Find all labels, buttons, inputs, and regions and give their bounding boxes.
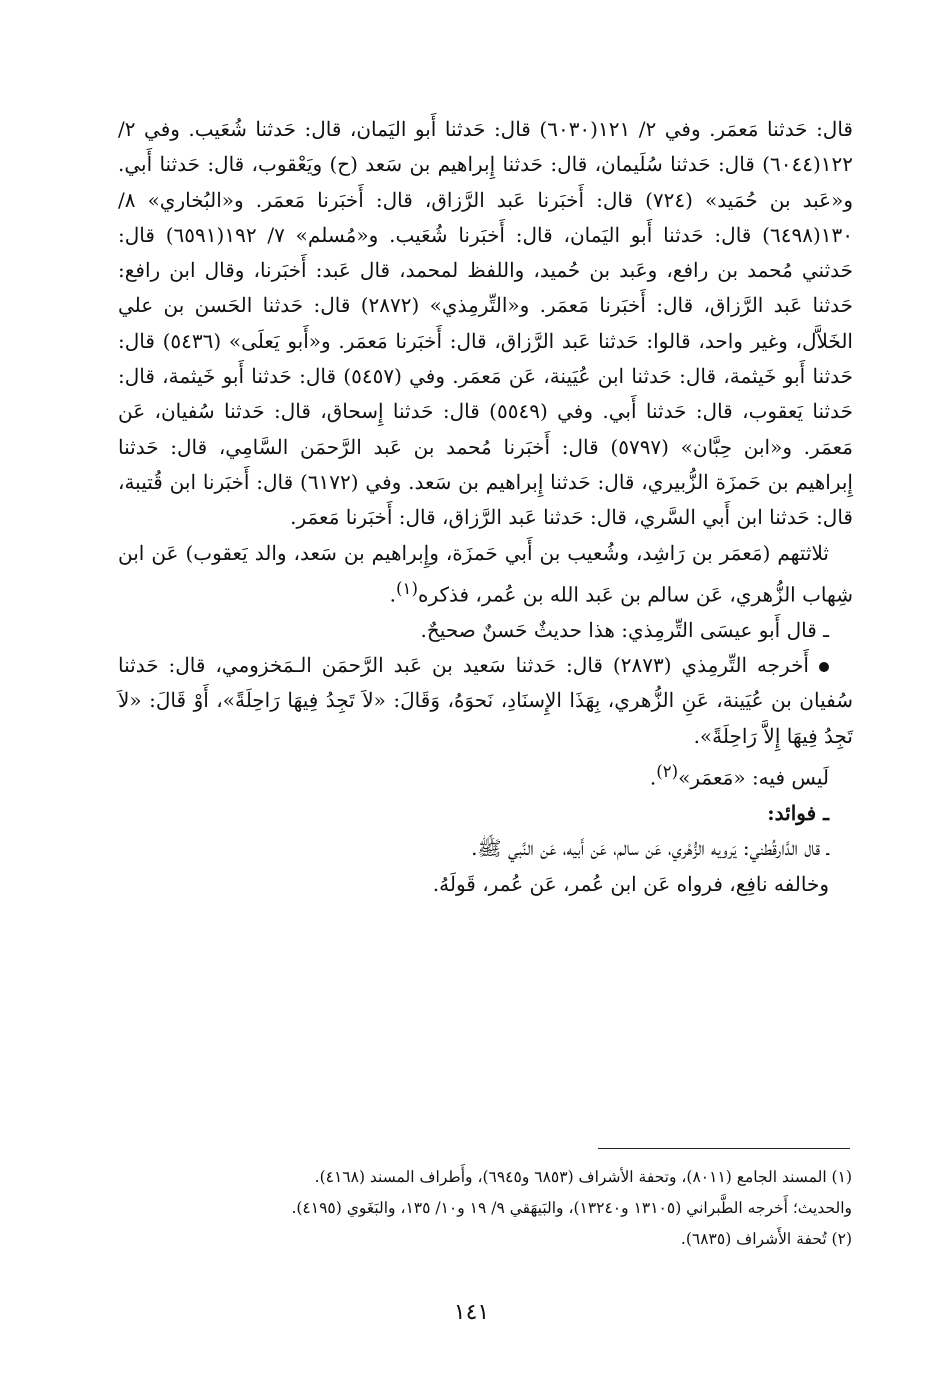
footnote-ref-1: (١) [396, 578, 418, 598]
summary-end: . [389, 582, 397, 607]
section-heading-benefits: ـ فوائد: [767, 800, 829, 825]
summary-text: ثلاثتهم (مَعمَر بن رَاشِد، وشُعيب بن أَبي حَمزَة، وإِبراهيم بن سَعد، والد يَعقوب) عَن ابن شِهاب الزُّهري، عَن سالم بن عَبد الله بن عُمر، فذكره [118, 540, 853, 607]
footnote-1-line-1: (١) المسند الجامع (٨٠١١)، وتحفة الأشراف (٦٨٥٣ و٦٩٤٥)، وأَطراف المسند (٤١٦٨). [314, 1168, 852, 1186]
main-text [118, 112, 853, 902]
not-in-it-text: لَيس فيه: «مَعمَر» [678, 765, 829, 790]
bullet-icon [819, 662, 829, 672]
footnotes [130, 1162, 852, 1255]
paragraph-tirmidhi-grade: ـ قال أَبو عيسَى التِّرمِذي: هذا حديثٌ حَسنٌ صحيحٌ. [420, 617, 829, 642]
paragraph-tirmidhi-takhrij [118, 648, 853, 754]
tirmidhi-takhrij-text: أَخرجه التِّرمِذي (٢٨٧٣) قال: حَدثنا سَعيد بن عَبد الرَّحمَن الـمَخزومي، قال: حَدثنا سُفيان بن عُيَينة، عَنِ الزُّهري، بِهَذَا الإِسنَادِ، نَحوَهُ، وَقَالَ: «لاَ تَجِدُ فِيهَا رَاحِلَةً»، أَوْ قَالَ: «لاَ تَجِدُ فِيهَا إِلاَّ رَاحِلَةً». [118, 653, 853, 748]
paragraph-daraqutni: ـ قال الدَّارقُطني: يَرويه الزُّهْري، عَن سالم، عَن أَبيه، عَن النَّبي ﷺ. [471, 836, 829, 861]
page-number: ١٤١ [453, 1300, 490, 1325]
paragraph-nafi: وخالفه نافِع، فرواه عَن ابن عُمر، عَن عُمر، قَولَهُ. [432, 871, 829, 896]
paragraph-not-in-it [118, 754, 853, 796]
footnote-2: (٢) تُحفة الأَشراف (٦٨٣٥). [680, 1230, 852, 1248]
footnote-1-line-2: والحديث؛ أَخرجه الطَّبراني (١٣١٠٥ و١٣٢٤٠)، والبَيهَقي ٩/ ١٩ و١٠/ ١٣٥، والبَغَوي (٤١٩٥). [291, 1199, 852, 1217]
paragraph-isnad-chains: قال: حَدثنا مَعمَر. وفي ٢/ ١٢١(٦٠٣٠) قال: حَدثنا أَبو اليَمان، قال: حَدثنا شُعَيب. وفي ٢/ ١٢٢(٦٠٤٤) قال: حَدثنا سُلَيمان، قال: حَدثنا إِبراهيم بن سَعد (ح) ويَعْقوب، قال: حَدثنا أَبي. و«عَبد بن حُمَيد» (٧٢٤) قال: أَخبَرنا عَبد الرَّزاق، قال: أَخبَرنا مَعمَر. و«البُخاري» ٨/ ١٣٠(٦٤٩٨) قال: حَدثنا أَبو اليَمان، قال: أَخبَرنا شُعَيب. و«مُسلم» ٧/ ١٩٢(٦٥٩١) قال: حَدثني مُحمد بن رافع، وعَبد بن حُميد، واللفظ لمحمد، قال عَبد: أَخبَرنا، وقال ابن رافع: حَدثنا عَبد الرَّزاق، قال: أَخبَرنا مَعمَر. و«التِّرمِذي» (٢٨٧٢) قال: حَدثنا الحَسن بن علي الخَلاَّل، وغير واحد، قالوا: حَدثنا عَبد الرَّزاق، قال: أَخبَرنا مَعمَر. و«أَبو يَعلَى» (٥٤٣٦) قال: حَدثنا أَبو خَيثمة، قال: حَدثنا ابن عُيَينة، عَن مَعمَر. وفي (٥٤٥٧) قال: حَدثنا أَبو خَيثمة، قال: حَدثنا يَعقوب، قال: حَدثنا أَبي. وفي (٥٥٤٩) قال: حَدثنا إِسحاق، قال: حَدثنا سُفيان، عَن مَعمَر. و«ابن حِبَّان» (٥٧٩٧) قال: أَخبَرنا مُحمد بن عَبد الرَّحمَن السَّامِي، قال: حَدثنا إِبراهيم بن حَمزَة الزُّبيري، قال: حَدثنا إِبراهيم بن سَعد. وفي (٦١٧٢) قال: أَخبَرنا ابن قُتيبة، قال: حَدثنا ابن أَبي السَّري، قال: حَدثنا عَبد الرَّزاق، قال: أَخبَرنا مَعمَر. [118, 117, 854, 530]
not-in-it-end: . [649, 765, 657, 790]
footnote-divider [598, 1148, 850, 1149]
footnote-ref-2: (٢) [656, 762, 679, 781]
paragraph-summary [118, 536, 853, 613]
